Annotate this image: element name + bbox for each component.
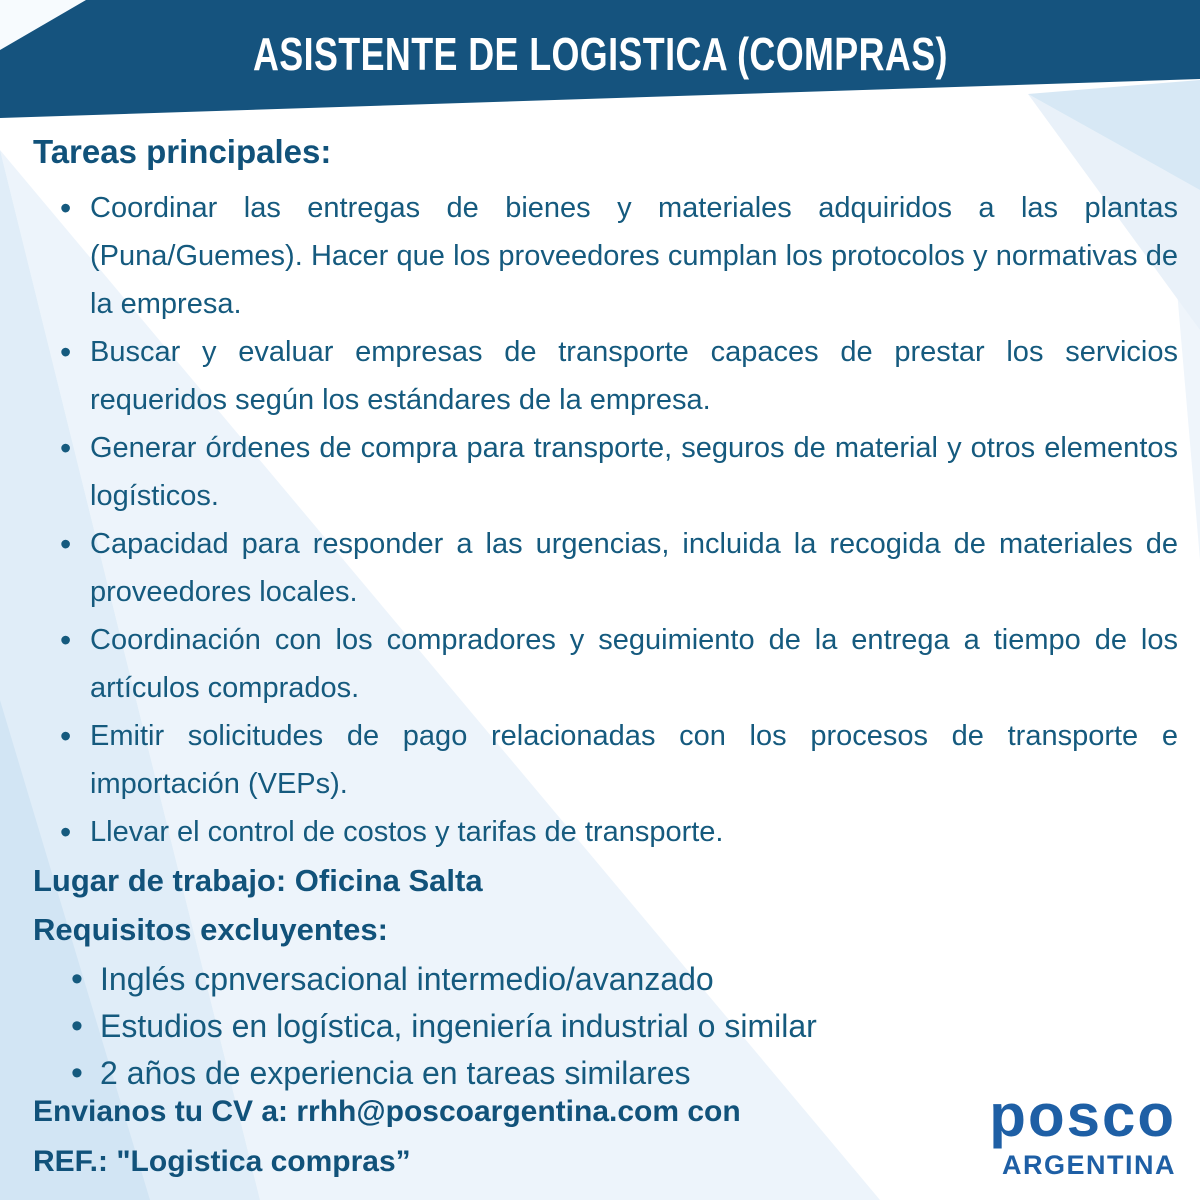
lugar-line: Lugar de trabajo: Oficina Salta <box>33 863 483 898</box>
tareas-list-item: • Generar órdenes de compra para transporte, seguros de material y otros elementos logísticos. <box>33 424 1178 520</box>
tareas-heading: Tareas principales: <box>33 133 332 170</box>
posco-logo <box>989 1084 1176 1180</box>
contact-line-ref: REF.: "Logistica compras” <box>33 1145 411 1178</box>
contact-line-email: Envianos tu CV a: rrhh@poscoargentina.com con <box>33 1095 741 1128</box>
requisitos-list-item: • 2 años de experiencia en tareas similares <box>33 1050 1178 1097</box>
banner-title <box>0 28 1200 80</box>
tareas-list <box>33 184 1178 856</box>
requisitos-list-item: • Estudios en logística, ingeniería industrial o similar <box>33 1003 1178 1050</box>
tareas-list-item: • Emitir solicitudes de pago relacionadas con los procesos de transporte e importación (VEPs). <box>33 712 1178 808</box>
requisitos-heading: Requisitos excluyentes: <box>33 912 388 947</box>
poster-content <box>33 128 1178 1187</box>
requisitos-list-item: • Inglés cpnversacional intermedio/avanzado <box>33 956 1178 1003</box>
posco-subtitle: ARGENTINA <box>1002 1150 1176 1180</box>
tareas-list-item: • Capacidad para responder a las urgencias, incluida la recogida de materiales de proveedores locales. <box>33 520 1178 616</box>
tareas-list-item: • Coordinación con los compradores y seguimiento de la entrega a tiempo de los artículos comprados. <box>33 616 1178 712</box>
tareas-list-item: • Coordinar las entregas de bienes y materiales adquiridos a las plantas (Puna/Guemes). Hacer que los proveedores cumplan los protocolos y normativas de la empresa. <box>33 184 1178 328</box>
tareas-list-item: • Llevar el control de costos y tarifas de transporte. <box>33 808 1178 856</box>
posco-wordmark: posco <box>989 1082 1176 1149</box>
banner-title-text: ASISTENTE DE LOGISTICA (COMPRAS) <box>252 28 948 80</box>
tareas-list-item: • Buscar y evaluar empresas de transporte capaces de prestar los servicios requeridos según los estándares de la empresa. <box>33 328 1178 424</box>
requisitos-list <box>33 956 1178 1097</box>
